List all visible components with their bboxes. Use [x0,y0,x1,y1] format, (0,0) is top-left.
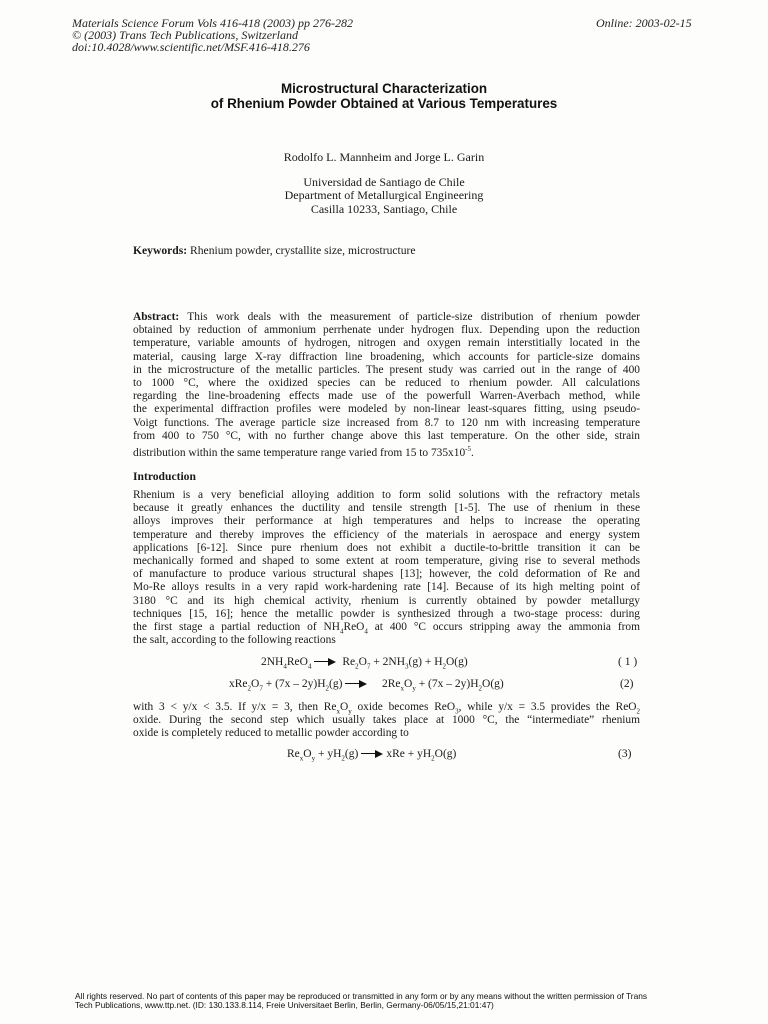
abstract-line: temperature, variable amounts of hydrogen, nitrogen and oxygen remain interstitially located in the [133,337,640,350]
reaction-explanation [133,701,640,741]
abstract-line: from 400 to 750 °C, with no further change above this last temperature. On the other side, strain [133,429,640,442]
footer-rights [75,992,695,1011]
doi-line: doi:10.4028/www.scientific.net/MSF.416-418.276 [72,40,310,54]
intro-line: 3180 °C and its high chemical activity, rhenium is currently obtained by powder metallurgy [133,594,640,607]
footer-line-2: Tech Publications, www.ttp.net. (ID: 130.133.8.114, Freie Universitaet Berlin, Berlin, Germany-06/05/15,21:01:47) [75,1000,494,1011]
authors: Rodolfo L. Mannheim and Jorge L. Garin [283,150,485,164]
paper-title-line-2: of Rhenium Powder Obtained at Various Temperatures [210,96,558,111]
abstract-line: in the microstructure of the metallic particles. The present study was carried out in the range of 400 [133,363,640,376]
intro-line: of manufacture to produce various structural shapes [13]; however, the cold deformation of Re and [133,568,640,581]
equation-3: $Re_xO_y + yH_2(g)$ xRe + $yH_2O(g)$ [287,748,457,763]
abstract-label: Abstract: [133,311,180,323]
intro-line: the first stage a partial reduction of $NH_4ReO_4$ at 400 °C occurs stripping away the ammonia from [133,620,640,636]
explanation-line: oxide is completely reduced to metallic powder according to [133,727,409,740]
abstract-line: Abstract: This work deals with the measurement of particle-size distribution of rhenium powder [133,311,640,323]
online-date: Online: 2003-02-15 [596,16,692,30]
abstract-line: the experimental diffraction profiles were modeled by non-linear least-squares fitting, using pseudo- [133,403,640,416]
journal-citation: Materials Science Forum Vols 416-418 (2003) pp 276-282 [72,16,353,30]
intro-line: temperature and thereby improves the efficiency of the materials in aerospace and energy system [133,528,640,541]
reaction-arrow-icon [361,750,383,758]
explanation-line: oxide. During the second step which usually takes place at 1000 °C, the “intermediate” rhenium [133,714,640,727]
abstract [133,311,640,459]
keywords-label: Keywords: [133,244,188,257]
footer-line-1: All rights reserved. No part of contents of this paper may be reproduced or transmitted in any form or by any means without the written permission of Trans [75,991,648,1001]
intro-line: mechanically formed and shaped to some extent at room temperature, giving rise to several methods [133,554,640,567]
equation-2: $xRe_2O_7 + (7x - 2y)H_2(g)$ $2Re_xO_y + (7x - 2y)H_2O(g)$ [229,678,504,693]
affiliation-line-1: Universidad de Santiago de Chile [303,175,465,189]
abstract-line: obtained by reduction of ammonium perrhenate under hydrogen flux. Depending upon the reduction [133,324,640,337]
keywords [133,244,416,257]
equation-1-number: ( 1 ) [618,656,638,668]
abstract-line: to 1000 °C, where the oxidized species can be reduced to rhenium powder. All calculations [133,376,640,389]
abstract-line: material, causing large X-ray diffraction line broadening, which accounts for particle-size domains [133,350,640,363]
intro-line: Mo-Re alloys results in a very rapid work-hardening rate [14]. Because of its high melting point of [133,581,640,594]
abstract-line: regarding the line-broadening effects made use of the powerfull Warren-Averbach method, while [133,390,640,403]
copyright-line: © (2003) Trans Tech Publications, Switzerland [72,28,299,42]
affiliation-line-2: Department of Metallurgical Engineering [284,188,484,202]
intro-line: alloys improves their performance at high temperatures and helps to increase the operating [133,515,640,528]
abstract-line: Voigt functions. The average particle size increased from 8.7 to 120 nm with increasing temperature [133,416,640,429]
paper-title-line-1: Microstructural Characterization [280,81,488,96]
equation-2-number: (2) [620,678,634,690]
intro-line: applications [6-12]. Since pure rhenium does not exhibit a ductile-to-brittle transition it can be [133,541,640,554]
explanation-line: with 3 < y/x < 3.5. If y/x = 3, then $Re_xO_y$ oxide becomes ReO$_3$, while y/x = 3.5 provides the ReO$_2$ [133,701,640,716]
introduction-heading: Introduction [133,470,196,483]
intro-line: techniques [15, 16]; hence the metallic powder is synthesized through a two-stage process: during [133,607,640,620]
intro-line: because it greatly enhances the ductility and tensile strength [1-5]. The use of rhenium in these [133,502,640,515]
intro-line: the salt, according to the following reactions [133,634,336,647]
affiliation-line-3: Casilla 10233, Santiago, Chile [310,202,458,216]
keywords-text: Rhenium powder, crystallite size, microstructure [190,244,416,257]
abstract-line: distribution within the same temperature range varied from 15 to $735x10^{-5}$. [133,444,474,459]
reaction-arrow-icon [314,658,336,666]
reaction-arrow-icon [345,680,367,688]
introduction-body [133,489,640,647]
intro-line: Rhenium is a very beneficial alloying addition to form solid solutions with the refractory metals [133,489,640,501]
equation-3-number: (3) [618,748,632,760]
equation-1: $2NH_4ReO_4$ $Re_2O_7 + 2NH_3(g) + H_2O(g)$ [261,656,468,671]
